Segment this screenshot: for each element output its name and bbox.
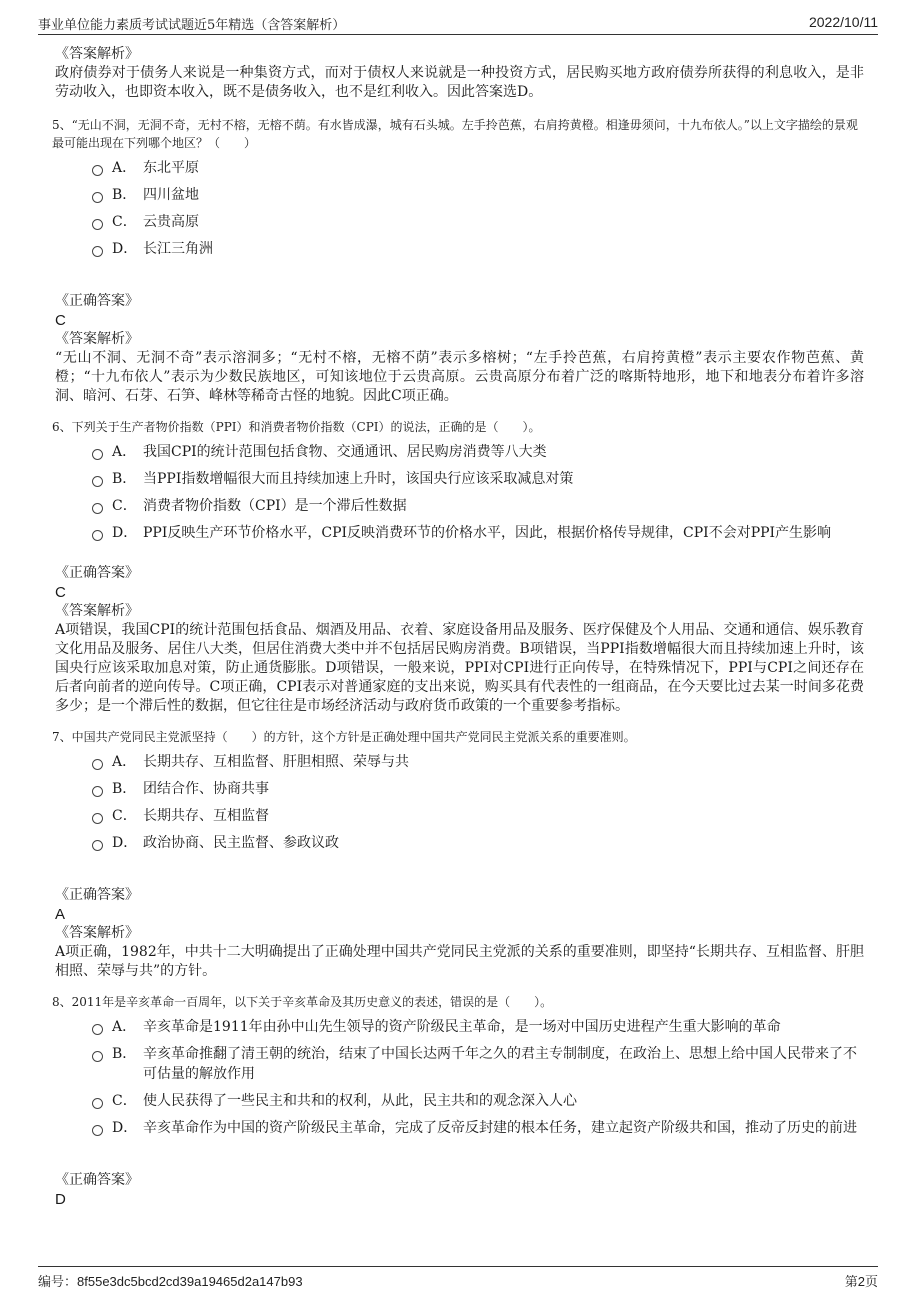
option-letter: C．: [112, 1093, 137, 1109]
option-list: [52, 752, 864, 853]
option-d[interactable]: [52, 239, 864, 259]
option-text: 政治协商、民主监督、参政议政: [143, 835, 339, 851]
radio-icon[interactable]: [92, 813, 103, 824]
radio-icon[interactable]: [92, 759, 103, 770]
option-letter: C．: [112, 214, 137, 230]
analysis-label: 《答案解析》: [55, 46, 139, 62]
question-stem: 6、下列关于生产者物价指数（PPI）和消费者物价指数（CPI）的说法，正确的是（ ）。: [52, 420, 541, 434]
option-b[interactable]: [52, 779, 864, 799]
option-letter: B．: [112, 471, 137, 487]
option-c[interactable]: [52, 212, 864, 232]
option-d[interactable]: [52, 833, 864, 853]
option-list: [52, 442, 864, 543]
radio-icon[interactable]: [92, 1098, 103, 1109]
option-text: 长江三角洲: [143, 241, 213, 257]
question-stem: 7、中国共产党同民主党派坚持（ ）的方针，这个方针是正确处理中国共产党同民主党派关系的重要准则。: [52, 730, 636, 744]
option-letter: D．: [112, 525, 138, 541]
option-letter: A．: [112, 160, 137, 176]
page-content: [52, 45, 864, 1209]
analysis-text: “无山不洞、无洞不奇”表示溶洞多；“无村不榕，无榕不荫”表示多榕树；“左手拎芭蕉，右肩挎黄橙”表示主要农作物芭蕉、黄橙；“十九布依人”表示为少数民族地区，可知该地位于云贵高原。云贵高原分布着广泛的喀斯特地形，地下和地表分布着许多溶洞、暗河、石芽、石笋、峰林等稀奇古怪的地貌。因此C项正确。: [55, 350, 864, 404]
option-text: 消费者物价指数（CPI）是一个滞后性数据: [143, 498, 407, 514]
correct-answer-label: 《正确答案》: [55, 1172, 139, 1188]
option-letter: D．: [112, 1120, 138, 1136]
option-text: 我国CPI的统计范围包括食物、交通通讯、居民购房消费等八大类: [143, 444, 547, 460]
radio-icon[interactable]: [92, 530, 103, 541]
analysis-label: 《答案解析》: [55, 925, 139, 941]
option-letter: B．: [112, 187, 137, 203]
option-text: 云贵高原: [143, 214, 199, 230]
option-text: 辛亥革命作为中国的资产阶级民主革命，完成了反帝反封建的根本任务，建立起资产阶级共和国，推动了历史的前进: [143, 1120, 857, 1136]
analysis-text: A项正确，1982年，中共十二大明确提出了正确处理中国共产党同民主党派的关系的重要准则，即坚持“长期共存、互相监督、肝胆相照、荣辱与共”的方针。: [55, 944, 864, 979]
radio-icon[interactable]: [92, 1125, 103, 1136]
question-stem: 5、“无山不洞，无洞不奇，无村不榕，无榕不荫。有水皆成瀑，城有石头城。左手拎芭蕉，右肩挎黄橙。相逢毋须问，十九布依人。”以上文字描绘的景观最可能出现在下列哪个地区？（ ）: [52, 118, 858, 150]
option-c[interactable]: [52, 806, 864, 826]
option-text: 使人民获得了一些民主和共和的权利，从此，民主共和的观念深入人心: [143, 1093, 577, 1109]
document-code: [38, 1271, 303, 1290]
option-text: 辛亥革命推翻了清王朝的统治，结束了中国长达两千年之久的君主专制制度，在政治上、思想上给中国人民带来了不可估量的解放作用: [143, 1046, 857, 1082]
page-number: [845, 1271, 878, 1290]
option-c[interactable]: [52, 496, 864, 516]
option-d[interactable]: [52, 523, 864, 543]
option-letter: A．: [112, 754, 137, 770]
option-text: 团结合作、协商共事: [143, 781, 269, 797]
question-stem: 8、2011年是辛亥革命一百周年，以下关于辛亥革命及其历史意义的表述，错误的是（ ）。: [52, 995, 553, 1009]
option-text: 东北平原: [143, 160, 199, 176]
correct-answer: A: [55, 906, 66, 923]
page-number-suffix: 页: [864, 1275, 878, 1290]
radio-icon[interactable]: [92, 449, 103, 460]
footer-divider: [38, 1266, 878, 1267]
correct-answer: D: [55, 1191, 66, 1208]
document-header-date: 2022/10/11: [808, 14, 878, 30]
option-letter: C．: [112, 808, 137, 824]
radio-icon[interactable]: [92, 1051, 103, 1062]
page-number-value: 2: [857, 1274, 865, 1289]
radio-icon[interactable]: [92, 1024, 103, 1035]
option-list: [52, 158, 864, 259]
option-a[interactable]: [52, 158, 864, 178]
correct-answer-label: 《正确答案》: [55, 565, 139, 581]
correct-answer: C: [55, 312, 66, 329]
option-c[interactable]: [52, 1091, 864, 1111]
option-b[interactable]: [52, 185, 864, 205]
option-d[interactable]: [52, 1118, 864, 1138]
radio-icon[interactable]: [92, 219, 103, 230]
option-text: 辛亥革命是1911年由孙中山先生领导的资产阶级民主革命，是一场对中国历史进程产生重大影响的革命: [143, 1019, 781, 1035]
analysis-label: 《答案解析》: [55, 331, 139, 347]
correct-answer-label: 《正确答案》: [55, 293, 139, 309]
document-code-label: 编号：: [38, 1275, 78, 1290]
analysis-text: A项错误，我国CPI的统计范围包括食品、烟酒及用品、衣着、家庭设备用品及服务、医疗保健及个人用品、交通和通信、娱乐教育文化用品及服务、居住八大类，但居住消费大类中并不包括居民购房消费。B项错误，当PPI指数增幅很大而且持续加速上升时，该国央行应该采取加息对策，防止通货膨胀。D项错误，一般来说，PPI对CPI进行正向传导，在特殊情况下，PPI与CPI之间还存在后者向前者的逆向传导。C项正确，CPI表示对普通家庭的支出来说，购买具有代表性的一组商品，在今天要比过去某一时间多花费多少；是一个滞后性的数据，但它往往是市场经济活动与政府货币政策的一个重要参考指标。: [55, 622, 864, 714]
analysis-label: 《答案解析》: [55, 603, 139, 619]
option-text: 长期共存、互相监督: [143, 808, 269, 824]
radio-icon[interactable]: [92, 246, 103, 257]
document-code-value: 8f55e3dc5bcd2cd39a19465d2a147b93: [77, 1274, 303, 1289]
radio-icon[interactable]: [92, 476, 103, 487]
analysis-text: 政府债券对于债务人来说是一种集资方式，而对于债权人来说就是一种投资方式，居民购买地方政府债券所获得的利息收入，是非劳动收入，也即资本收入，既不是债务收入，也不是红利收入。因此答案选D。: [55, 65, 864, 100]
option-text: 当PPI指数增幅很大而且持续加速上升时，该国央行应该采取减息对策: [143, 471, 574, 487]
radio-icon[interactable]: [92, 503, 103, 514]
page-number-prefix: 第: [844, 1275, 858, 1290]
option-letter: B．: [112, 781, 137, 797]
option-text: 长期共存、互相监督、肝胆相照、荣辱与共: [143, 754, 409, 770]
option-a[interactable]: [52, 752, 864, 772]
option-letter: D．: [112, 835, 138, 851]
option-letter: B．: [112, 1046, 137, 1062]
radio-icon[interactable]: [92, 786, 103, 797]
option-letter: A．: [112, 444, 137, 460]
document-header-title: 事业单位能力素质考试试题近5年精选（含答案解析）: [38, 18, 346, 33]
option-letter: A．: [112, 1019, 137, 1035]
radio-icon[interactable]: [92, 840, 103, 851]
option-b[interactable]: [52, 1044, 864, 1084]
option-text: 四川盆地: [143, 187, 199, 203]
option-letter: C．: [112, 498, 137, 514]
option-a[interactable]: [52, 442, 864, 462]
correct-answer-label: 《正确答案》: [55, 887, 139, 903]
option-list: [52, 1017, 864, 1138]
correct-answer: C: [55, 584, 66, 601]
radio-icon[interactable]: [92, 165, 103, 176]
header-divider: [38, 34, 878, 35]
option-b[interactable]: [52, 469, 864, 489]
option-letter: D．: [112, 241, 138, 257]
option-text: PPI反映生产环节价格水平，CPI反映消费环节的价格水平，因此，根据价格传导规律，CPI不会对PPI产生影响: [143, 525, 832, 541]
option-a[interactable]: [52, 1017, 864, 1037]
radio-icon[interactable]: [92, 192, 103, 203]
